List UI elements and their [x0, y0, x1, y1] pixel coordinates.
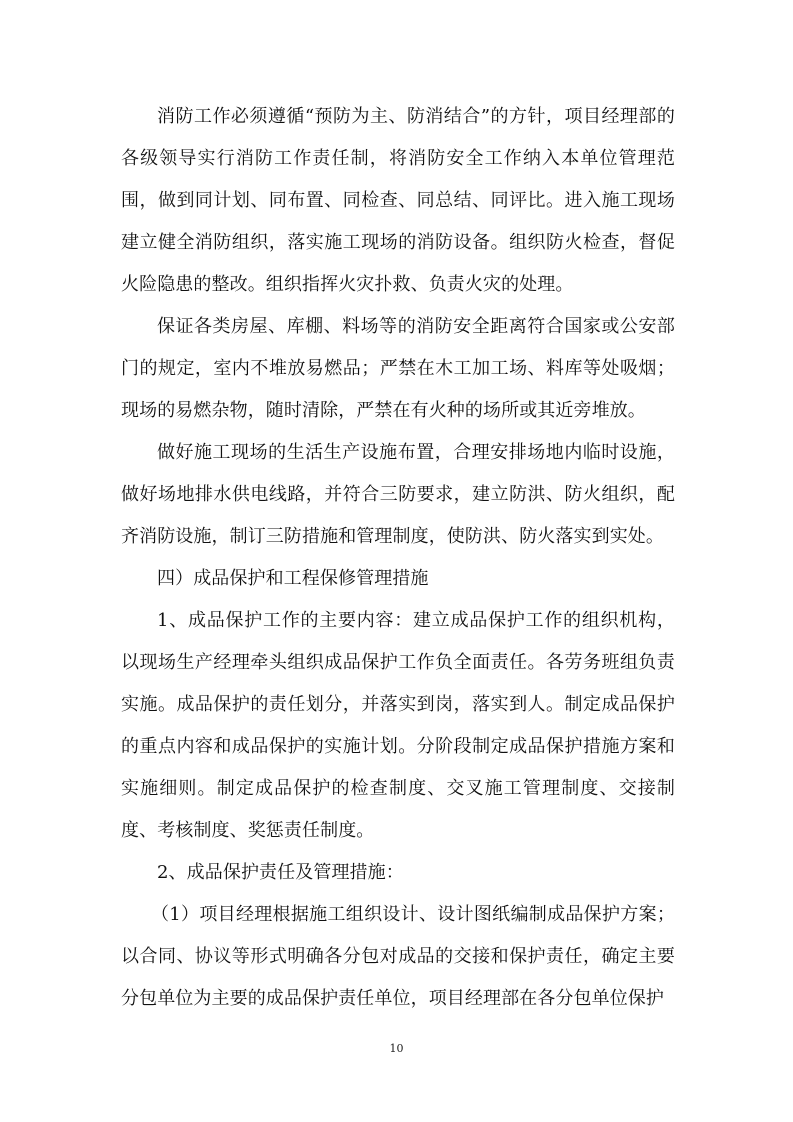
- page-number: 10: [389, 1042, 404, 1055]
- paragraph-site-facilities: 做好施工现场的生活生产设施布置，合理安排场地内临时设施，做好场地排水供电线路，并符合三防要求，建立防洪、防火组织，配齐消防设施，制订三防措施和管理制度，使防洪、防火落实到实处。: [121, 442, 675, 547]
- paragraph-fire-safety-distance: 保证各类房屋、库棚、料场等的消防安全距离符合国家或公安部门的规定，室内不堆放易燃品；严禁在木工加工场、料库等处吸烟；现场的易燃杂物，随时清除，严禁在有火种的场所或其近旁堆放。: [121, 316, 675, 421]
- paragraph-fire-prevention-policy: 消防工作必须遵循“预防为主、防消结合”的方针，项目经理部的各级领导实行消防工作责任制，将消防安全工作纳入本单位管理范围，做到同计划、同布置、同检查、同总结、同评比。进入施工现场建立健全消防组织，落实施工现场的消防设备。组织防火检查，督促火险隐患的整改。组织指挥火灾扑救、负责火灾的处理。: [121, 106, 675, 295]
- paragraph-protection-plan: （1）项目经理根据施工组织设计、设计图纸编制成品保护方案；以合同、协议等形式明确各分包对成品的交接和保护责任，确定主要分包单位为主要的成品保护责任单位，项目经理部在各分包单位保护: [121, 904, 675, 1009]
- section-heading-product-protection: 四）成品保护和工程保修管理措施: [157, 568, 429, 589]
- paragraph-protection-content: 1、成品保护工作的主要内容：建立成品保护工作的组织机构，以现场生产经理牵头组织成品保护工作负全面责任。各劳务班组负责实施。成品保护的责任划分，并落实到岗，落实到人。制定成品保护的重点内容和成品保护的实施计划。分阶段制定成品保护措施方案和实施细则。制定成品保护的检查制度、交叉施工管理制度、交接制度、考核制度、奖惩责任制度。: [121, 610, 675, 841]
- body-text: [121, 96, 675, 1020]
- paragraph-protection-responsibility-heading: 2、成品保护责任及管理措施：: [157, 862, 404, 883]
